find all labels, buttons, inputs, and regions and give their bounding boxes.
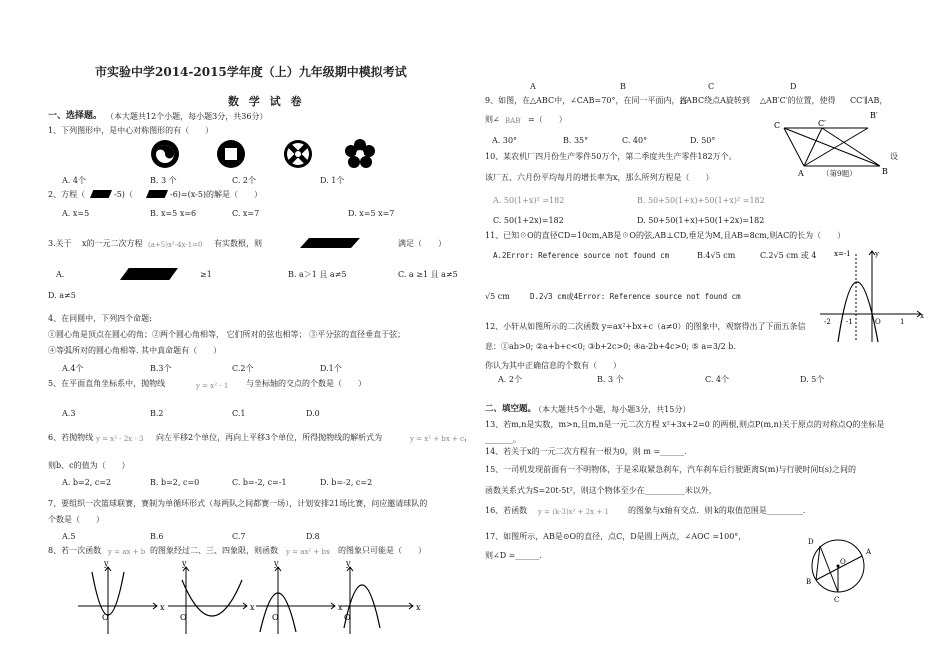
q1-option-b: B. 3 个 — [150, 176, 177, 185]
q12-figure — [820, 248, 924, 344]
q12-tick-neg1: -1 — [846, 318, 853, 326]
q3-text-d: 满足（ ） — [398, 239, 446, 248]
q8-text-c: 的图象只可能是（ ） — [338, 546, 426, 555]
symbol-cross-circle-icon — [283, 137, 313, 171]
q2-option-b: B. x=5 x=6 — [150, 209, 197, 218]
q16-text-a: 16、若函数 — [485, 506, 528, 515]
q12-tick-neg2: -2 — [824, 318, 831, 326]
q4-option-b: B.3个 — [150, 364, 172, 373]
q16-text-c: k的取值范围是_________. — [714, 506, 806, 515]
q1-option-c: C. 2个 — [232, 176, 257, 185]
q11-option-b: B.4√5 cm — [697, 251, 736, 260]
q3-option-b: B. a＞1 且 a≠5 — [288, 270, 347, 279]
q8-graph-d — [340, 559, 425, 636]
q6-text-d: 则b、c的值为（ ） — [48, 461, 130, 470]
q2-option-a: A. x=5 — [62, 209, 90, 218]
graph-a-origin: O — [102, 613, 109, 622]
q10-option-c: C. 50(1+2x)=182 — [493, 216, 564, 225]
section1-note: （本大题共12个小题，每小题3分，共36分） — [106, 112, 268, 121]
q2-option-d: D. x=5 x=7 — [348, 209, 395, 218]
q8-text-a: 8、若一次函数 — [48, 546, 102, 555]
q9-label-a: A — [798, 169, 804, 178]
q7-line1: 7、要组织一次篮球联赛，赛制为单循环形式（每两队之间都赛一场），计划安排21场比赛，问应邀请球队的 — [48, 499, 428, 508]
q8-graph-c — [256, 559, 343, 636]
q4-option-c: C.2个 — [232, 364, 254, 373]
q7-option-d: D.8 — [306, 532, 320, 541]
q9-label-c: C — [774, 121, 781, 130]
graph-a-y-label: y — [104, 559, 109, 568]
q8-text-b: 的图象经过二、三、四象限，则函数 — [150, 546, 278, 555]
q4-line1: ①圆心角是顶点在圆心的角；②两个圆心角相等， 它们所对的弦也相等； ③平分弦的直径垂直于弦； — [48, 330, 406, 339]
q9-text-c: △ABC绕点A旋转到 — [680, 96, 750, 105]
q6-text-a: 6、若抛物线 — [48, 433, 94, 442]
q5-option-b: B.2 — [150, 409, 164, 418]
page-title: 市实验中学2014-2015学年度（上）九年级期中模拟考试 — [95, 65, 407, 79]
q6-option-d: D. b=-2, c=2 — [320, 478, 373, 487]
q12-y-label: y — [875, 250, 879, 258]
q9-text-a: 9、如图，在 — [485, 96, 531, 105]
q6-text-c: ， — [464, 433, 472, 442]
q10-line2: 该厂五、六月份平均每月的增长率为x，那么所列方程是（ ） — [485, 173, 714, 182]
graph-d-y-label: y — [346, 559, 351, 568]
q5-option-c: C.1 — [232, 409, 246, 418]
q5-option-d: D.0 — [306, 409, 320, 418]
q5-text-a: 5、在平面直角坐标系中，抛物线 — [48, 379, 166, 388]
q10-option-d: D. 50+50(1+x)+50(1+2x)=182 — [637, 216, 765, 225]
q17-label-c: C — [834, 596, 840, 604]
graph-b-x-label: x — [250, 603, 255, 612]
q9-caption: （第9题） — [822, 169, 857, 178]
q5-option-a: A.3 — [62, 409, 76, 418]
q10-line1-tail: 设 — [890, 152, 898, 161]
q11-option-a: A.2Error: Reference source not found cm — [493, 251, 670, 260]
graph-b-origin: O — [180, 613, 187, 622]
q11-option-c-tail: √5 cm — [485, 292, 510, 301]
q17-figure — [800, 530, 882, 606]
q3-option-a: A. — [56, 270, 65, 279]
q6-option-c: C. b=-2, c=-1 — [232, 478, 287, 487]
graph-c-origin: O — [272, 613, 279, 622]
q5-equation: y = x² - 1 — [196, 382, 229, 390]
q3-text-c: 有实数根，则 — [214, 239, 262, 248]
q17-text-a: 17、如图所示，AB是⊙O的直径，点C，D是圆上两点，∠AOC =100°， — [485, 532, 747, 541]
q9-text-d: △AB′C′的位置，使得 — [760, 96, 836, 105]
q2-text-b: -5)（ — [114, 190, 133, 199]
q11-option-d: D.2√3 cm或4Error: Reference source not found cm — [530, 292, 741, 301]
q3-equation: (a+5)x²-4x-1=0 — [148, 241, 203, 249]
q3-text-a: 3.关于 — [48, 239, 72, 248]
q9-text-e: CC′∥AB， — [850, 96, 888, 105]
q7-line2: 个数是（ ） — [48, 515, 104, 524]
q9-option-d: D. 50° — [690, 136, 716, 145]
q8-graph-b — [168, 559, 255, 636]
q8-graph-a — [78, 559, 165, 636]
q4-option-d: D.1个 — [320, 364, 342, 373]
q9-option-c: C. 40° — [622, 136, 648, 145]
q9-option-a: A. 30° — [492, 136, 518, 145]
q12-origin: O — [875, 318, 881, 326]
q6-option-a: A. b=2, c=2 — [62, 478, 112, 487]
symbol-taiji-icon — [150, 137, 180, 171]
q12-option-a: A. 2个 — [498, 375, 522, 384]
q10-option-b: B. 50+50(1+x)+50(1+x)² =182 — [637, 196, 765, 205]
q6-equation: y = x² - 2x - 3 — [96, 435, 144, 443]
graph-c-y-label: y — [274, 559, 279, 568]
q12-line1: 12、小轩从如图所示的二次函数 y=ax²+bx+c（a≠0）的图象中，观察得出了下面五条信 — [485, 322, 806, 331]
q17-label-b: B — [806, 578, 812, 586]
q2-garbled-x1-icon — [90, 190, 112, 198]
q3-option-a-garbled-icon — [120, 268, 178, 280]
q12-tick-1: 1 — [900, 318, 905, 326]
q3-option-c: C. a ≥1 且 a≠5 — [398, 270, 458, 279]
q9-text-b: △ABC中，∠CAB=70°，在同一平面内，将 — [530, 96, 688, 105]
q15-line2: 函数关系式为S=20t-5t²，则这个物体至少在__________米以外， — [485, 486, 717, 495]
q3-option-d: D. a≠5 — [48, 291, 76, 300]
q1-text: 1、下列图形中，是中心对称图形的有（ ） — [48, 126, 214, 135]
q11-text: 11、已知☉O的直径CD=10cm,AB是☉O的弦,AB⊥CD,垂足为M,且AB=8cm,则AC的长为（ ） — [485, 231, 846, 240]
q8-label-a: A — [530, 82, 536, 91]
q9-label-b: B — [882, 167, 888, 176]
q11-option-c: C.2√5 cm 或 4 — [760, 251, 817, 260]
q17-text-b: 则∠D =______. — [485, 551, 542, 560]
q7-option-c: C.7 — [232, 532, 246, 541]
q9-option-b: B. 35° — [563, 136, 589, 145]
q1-option-a: A. 4个 — [62, 176, 86, 185]
symbol-flower-icon — [345, 139, 375, 169]
q17-label-o: O — [840, 558, 846, 566]
q13-line1: 13、若m,n是实数，m>n,且m,n是一元二次方程 x²+3x+2=0 的两根,则点P(m,n)关于原点的对称点Q的坐标是 — [485, 420, 885, 429]
q9-text-g: =（ ） — [528, 115, 567, 124]
q12-option-c: C. 4个 — [705, 375, 730, 384]
q3-garbled-formula-icon — [300, 238, 360, 248]
page-subtitle: 数 学 试 卷 — [228, 95, 305, 108]
q9-text-f: 则∠ — [485, 115, 500, 124]
q3-option-a-tail: ≥1 — [200, 270, 212, 279]
graph-d-origin: O — [344, 613, 351, 622]
q6-equation2: y = x² + bx + c — [410, 435, 465, 443]
graph-d-x-label: x — [416, 603, 421, 612]
q10-line1: 10、某农机厂四月份生产零件50万个，第二季度共生产零件182万个。 — [485, 152, 737, 161]
q1-option-d: D. 1个 — [320, 176, 345, 185]
q17-label-a: A — [866, 548, 872, 556]
q8-equation: y = ax + b — [108, 548, 146, 556]
q14-text: 14、若关于x的一元二次方程有一根为0，则 m =______. — [485, 447, 687, 456]
q2-garbled-x2-icon — [146, 190, 168, 198]
q8-label-c: C — [708, 82, 715, 91]
q8-label-d: D — [790, 82, 797, 91]
q5-text-b: 与坐标轴的交点的个数是（ ） — [246, 379, 366, 388]
symbol-coin-icon — [216, 137, 246, 171]
q4-text: 4、在同圆中，下列四个命题: — [48, 314, 152, 323]
q9-angle: BAB′ — [505, 117, 522, 125]
q15-line1: 15、一司机发现前面有一不明物体，于是采取紧急刹车，汽车刹车后行驶距离S(m)与行驶时间t(s)之间的 — [485, 465, 857, 474]
q2-option-c: C. x=7 — [232, 209, 260, 218]
graph-b-y-label: y — [182, 559, 187, 568]
q2-text-a: 2、方程（ — [48, 190, 86, 199]
q12-line2: 息：①ab>0; ②a+b+c<0; ③b+2c>0; ④a-2b+4c>0; ⑤ a=3/2 b. — [485, 342, 736, 351]
q8-label-b: B — [620, 82, 626, 91]
q9-label-c-prime: C′ — [818, 119, 826, 128]
section2-note: （本大题共5个小题，每小题3分，共15分） — [534, 405, 691, 414]
q12-option-d: D. 5个 — [800, 375, 825, 384]
section2-title: 二、填空题。 — [485, 404, 537, 414]
graph-a-x-label: x — [160, 603, 165, 612]
q3-text-b: x的一元二次方程 — [82, 239, 143, 248]
q9-label-b-prime: B′ — [870, 111, 878, 120]
q4-option-a: A.4个 — [62, 364, 84, 373]
q7-option-b: B.6 — [150, 532, 164, 541]
q16-text-b: 的图象与x轴有交点．则 — [628, 506, 713, 515]
section1-title: 一、选择题。 — [48, 111, 103, 121]
q2-text-c: -6)=(x-5)的解是（ ） — [170, 190, 263, 199]
q7-option-a: A.5 — [62, 532, 76, 541]
q16-equation: y = (k-3)x² + 2x + 1 — [538, 508, 609, 516]
q6-option-b: B. b=2, c=0 — [150, 478, 200, 487]
graph-c-x-label: x — [338, 603, 343, 612]
q12-option-b: B. 3 个 — [597, 375, 624, 384]
q12-symmetry-label: x=-1 — [834, 250, 851, 258]
q12-x-label: x — [920, 312, 924, 320]
q4-line2: ④等弧所对的圆心角相等. 其中真命题有（ ） — [48, 346, 222, 355]
q6-text-b: 向左平移2个单位，再向上平移3个单位，所得抛物线的解析式为 — [156, 433, 383, 442]
q17-label-d: D — [808, 538, 814, 546]
q12-line3: 你认为其中正确信息的个数有（ ） — [485, 361, 621, 370]
q8-equation2: y = ax² + bx — [286, 548, 330, 556]
q10-option-a: A. 50(1+x)² =182 — [493, 196, 565, 205]
q13-line2: _______。 — [485, 435, 521, 444]
